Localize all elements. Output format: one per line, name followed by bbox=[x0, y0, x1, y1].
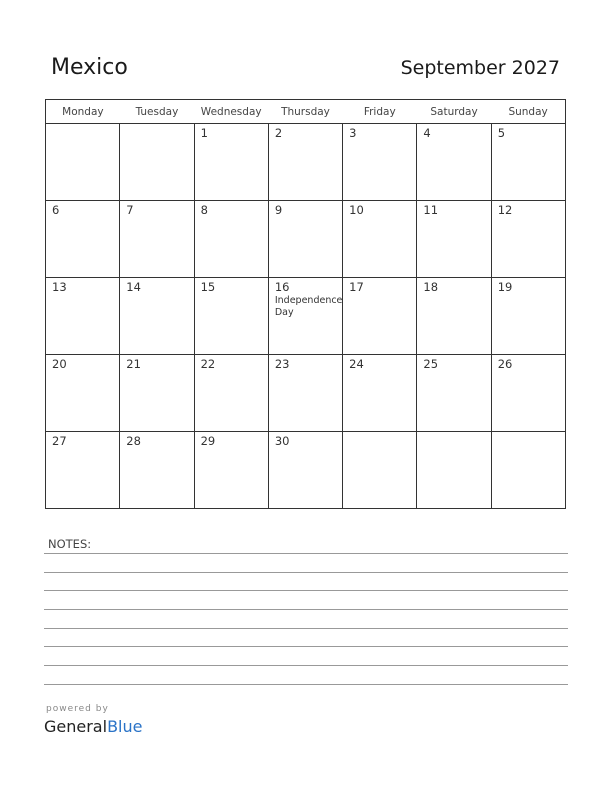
day-number: 9 bbox=[274, 203, 283, 217]
day-number: 15 bbox=[200, 280, 216, 294]
day-number: 29 bbox=[200, 434, 216, 448]
day-cell bbox=[194, 124, 268, 201]
day-number: 8 bbox=[200, 203, 208, 217]
day-number: 7 bbox=[126, 203, 134, 217]
day-cell bbox=[120, 278, 194, 355]
day-number: 24 bbox=[349, 357, 364, 371]
day-cell bbox=[268, 124, 342, 201]
day-cell bbox=[194, 278, 268, 355]
week-row bbox=[46, 124, 566, 201]
day-cell bbox=[268, 355, 342, 432]
day-cell bbox=[46, 432, 120, 509]
day-cell bbox=[417, 278, 491, 355]
powered-by-text: powered by bbox=[46, 704, 109, 714]
day-number: 5 bbox=[497, 126, 506, 140]
week-row bbox=[46, 278, 566, 355]
day-cell bbox=[343, 432, 417, 509]
day-number: 17 bbox=[349, 280, 364, 294]
day-number: 27 bbox=[52, 434, 67, 448]
day-cell bbox=[194, 355, 268, 432]
weekday-tuesday: Tuesday bbox=[120, 100, 194, 124]
day-cell bbox=[194, 201, 268, 278]
day-number bbox=[46, 124, 119, 126]
day-number: 12 bbox=[497, 203, 513, 217]
day-cell bbox=[491, 124, 565, 201]
day-cell bbox=[46, 124, 120, 201]
day-cell bbox=[417, 124, 491, 201]
day-number: 10 bbox=[349, 203, 364, 217]
day-number: 1 bbox=[200, 126, 208, 140]
day-cell bbox=[491, 355, 565, 432]
day-number bbox=[120, 124, 193, 126]
holiday-label: Independence Day bbox=[274, 295, 343, 318]
day-cell bbox=[268, 201, 342, 278]
day-cell bbox=[417, 355, 491, 432]
brand-blue-text: Blue bbox=[107, 717, 143, 736]
day-cell bbox=[417, 432, 491, 509]
day-number: 26 bbox=[497, 357, 513, 371]
day-number: 30 bbox=[274, 434, 290, 448]
brand-general-text: General bbox=[44, 717, 108, 736]
day-cell-holiday bbox=[268, 278, 342, 355]
note-line bbox=[44, 590, 568, 591]
day-cell bbox=[343, 201, 417, 278]
weekday-monday: Monday bbox=[46, 100, 120, 124]
day-cell bbox=[491, 432, 565, 509]
note-line bbox=[44, 646, 568, 647]
note-line bbox=[44, 572, 568, 573]
weekday-header-row bbox=[46, 100, 566, 124]
note-line bbox=[44, 609, 568, 610]
country-title: Mexico bbox=[51, 55, 128, 80]
note-line bbox=[44, 684, 568, 685]
week-row bbox=[46, 201, 566, 278]
weekday-sunday: Sunday bbox=[491, 100, 565, 124]
weekday-friday: Friday bbox=[343, 100, 417, 124]
weekday-saturday: Saturday bbox=[417, 100, 491, 124]
day-number: 23 bbox=[274, 357, 290, 371]
month-year-title: September 2027 bbox=[400, 57, 560, 79]
notes-label: NOTES: bbox=[48, 537, 92, 551]
day-number: 21 bbox=[126, 357, 141, 371]
note-line bbox=[44, 628, 568, 629]
day-cell bbox=[491, 201, 565, 278]
day-cell bbox=[120, 201, 194, 278]
day-number: 6 bbox=[52, 203, 60, 217]
day-number: 3 bbox=[349, 126, 357, 140]
day-cell bbox=[194, 432, 268, 509]
note-line bbox=[44, 553, 568, 554]
day-number bbox=[343, 432, 416, 434]
weekday-thursday: Thursday bbox=[268, 100, 342, 124]
day-number bbox=[417, 432, 490, 434]
day-number bbox=[492, 432, 565, 434]
day-cell bbox=[46, 355, 120, 432]
day-cell bbox=[46, 278, 120, 355]
week-row bbox=[46, 432, 566, 509]
day-number: 14 bbox=[126, 280, 141, 294]
brand-logo bbox=[44, 717, 142, 736]
day-cell bbox=[46, 201, 120, 278]
day-cell bbox=[120, 124, 194, 201]
day-cell bbox=[417, 201, 491, 278]
day-number: 4 bbox=[423, 126, 431, 140]
day-number: 25 bbox=[423, 357, 439, 371]
day-cell bbox=[343, 355, 417, 432]
day-cell bbox=[268, 432, 342, 509]
day-number: 28 bbox=[126, 434, 141, 448]
day-number: 16 bbox=[274, 280, 290, 294]
day-cell bbox=[491, 278, 565, 355]
day-number: 13 bbox=[52, 280, 67, 294]
day-number: 18 bbox=[423, 280, 439, 294]
day-number: 2 bbox=[274, 126, 283, 140]
day-number: 22 bbox=[200, 357, 216, 371]
day-number: 19 bbox=[497, 280, 513, 294]
day-cell bbox=[343, 278, 417, 355]
weekday-wednesday: Wednesday bbox=[194, 100, 268, 124]
week-row bbox=[46, 355, 566, 432]
day-number: 20 bbox=[52, 357, 67, 371]
calendar-grid bbox=[45, 99, 566, 509]
note-line bbox=[44, 665, 568, 666]
day-cell bbox=[343, 124, 417, 201]
day-cell bbox=[120, 432, 194, 509]
day-cell bbox=[120, 355, 194, 432]
day-number: 11 bbox=[423, 203, 439, 217]
